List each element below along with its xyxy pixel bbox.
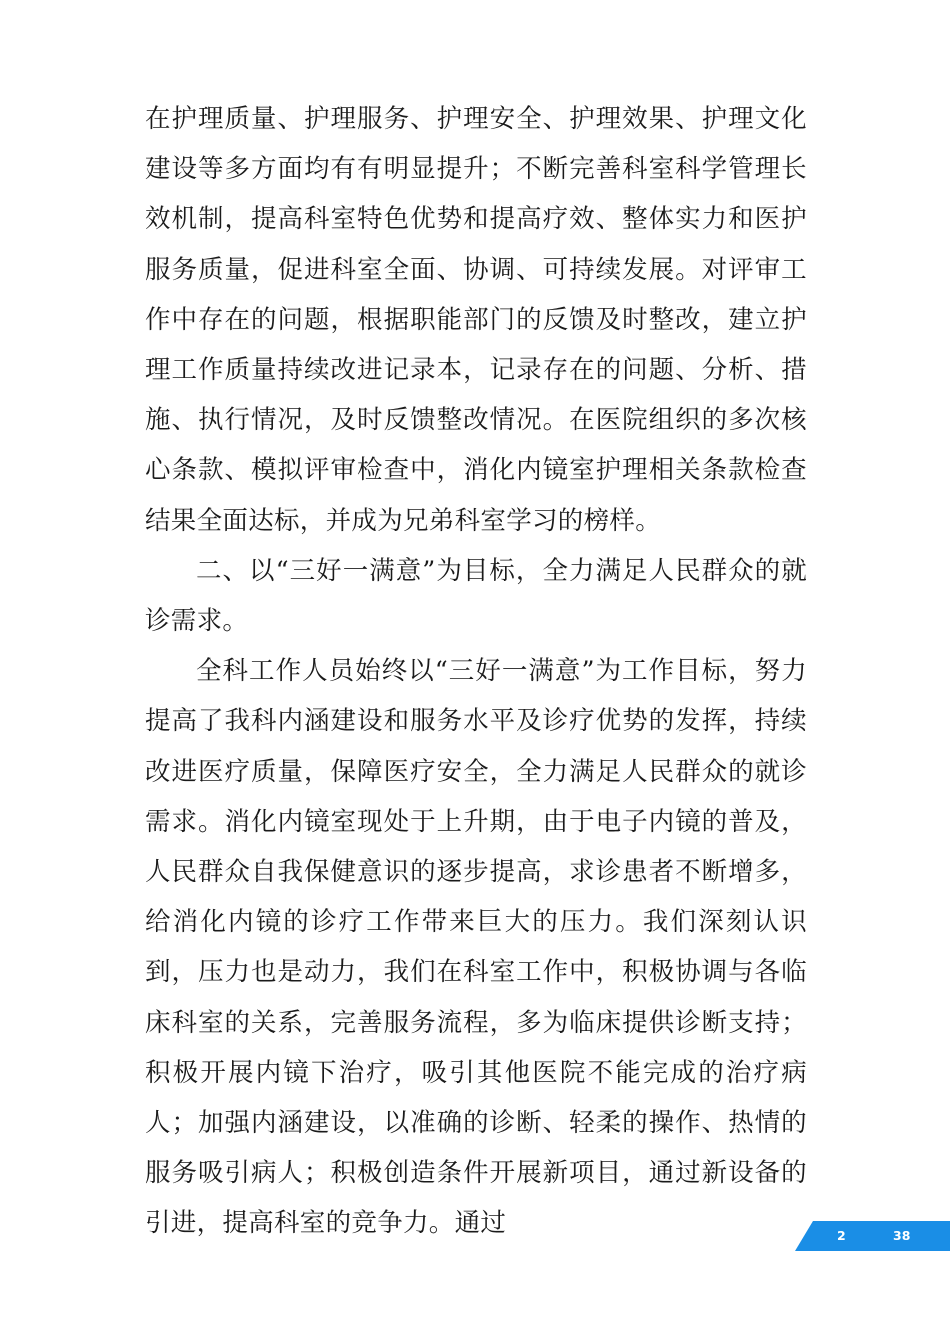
paragraph-1: 在护理质量、护理服务、护理安全、护理效果、护理文化建设等多方面均有有明显提升；不断完善科室科学管理长效机制，提高科室特色优势和提高疗效、整体实力和医护服务质量，促进科室全面、协调、可持续发展。对评审工作中存在的问题，根据职能部门的反馈及时整改，建立护理工作质量持续改进记录本，记录存在的问题、分析、措施、执行情况，及时反馈整改情况。在医院组织的多次核心条款、模拟评审检查中，消化内镜室护理相关条款检查结果全面达标，并成为兄弟科室学习的榜样。: [145, 104, 807, 536]
paragraph-3: 全科工作人员始终以“三好一满意”为工作目标，努力提高了我科内涵建设和服务水平及诊疗优势的发挥，持续改进医疗质量，保障医疗安全，全力满足人民群众的就诊需求。消化内镜室现处于上升期，由于电子内镜的普及，人民群众自我保健意识的逐步提高，求诊患者不断增多，给消化内镜的诊疗工作带来巨大的压力。我们深刻认识到，压力也是动力，我们在科室工作中，积极协调与各临床科室的关系，完善服务流程，多为临床提供诊断支持；积极开展内镜下治疗，吸引其他医院不能完成的治疗病人；加强内涵建设，以准确的诊断、轻柔的操作、热情的服务吸引病人；积极创造条件开展新项目，通过新设备的引进，提高科室的竞争力。通过: [145, 656, 807, 1239]
page-footer-band: [795, 1221, 950, 1251]
page-number-footer: [795, 1221, 950, 1251]
current-page-number: 2: [837, 1228, 846, 1243]
document-body: [145, 94, 807, 1249]
total-pages-number: 38: [893, 1228, 911, 1243]
paragraph-2-heading: 二、以“三好一满意”为目标，全力满足人民群众的就诊需求。: [145, 555, 807, 637]
